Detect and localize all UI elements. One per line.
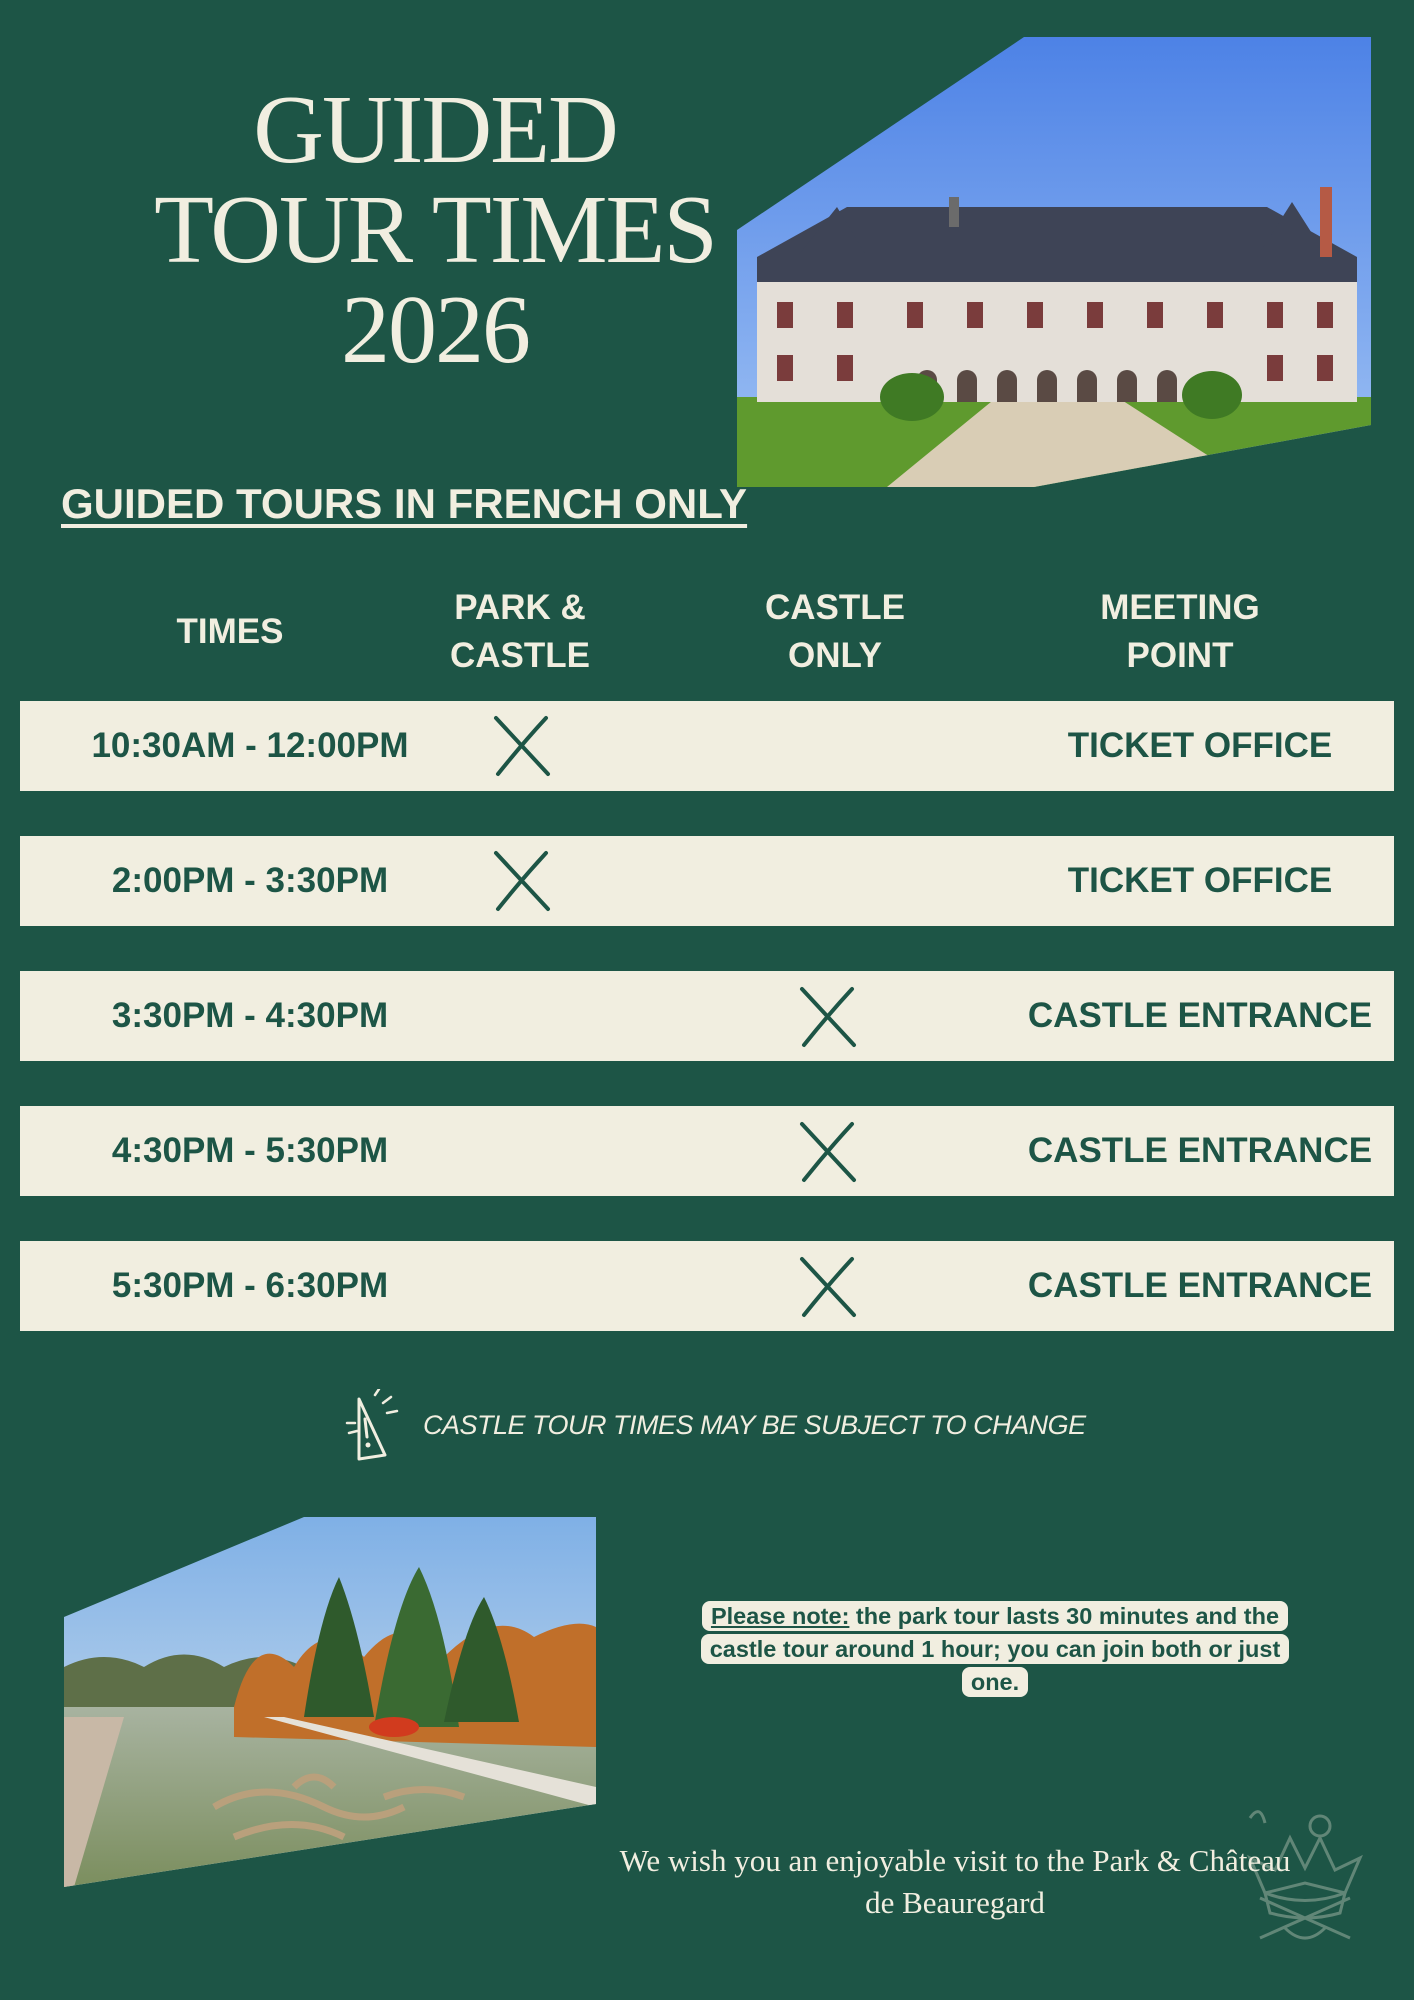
warning-icon xyxy=(345,1389,411,1461)
table-row xyxy=(20,971,1394,1061)
table-row xyxy=(20,1241,1394,1331)
note-label: Please note: xyxy=(710,1603,850,1629)
row-meeting-point: TICKET OFFICE xyxy=(1067,726,1333,765)
row-time: 2:00PM - 3:30PM xyxy=(111,861,389,900)
garden-photo xyxy=(64,1517,596,1887)
section-subtitle: GUIDED TOURS IN FRENCH ONLY xyxy=(61,480,748,527)
x-mark-icon xyxy=(796,1120,860,1184)
title-line: TOUR TIMES xyxy=(154,176,716,284)
column-header-label: PARK & xyxy=(454,588,586,627)
title-line: GUIDED xyxy=(253,76,617,184)
table-row xyxy=(20,701,1394,791)
column-header-label: CASTLE xyxy=(450,636,590,675)
row-meeting-point: CASTLE ENTRANCE xyxy=(1027,1131,1373,1170)
column-header-times xyxy=(150,608,310,656)
farewell-line: de Beauregard xyxy=(865,1885,1045,1920)
column-header-label: MEETING xyxy=(1100,588,1260,627)
column-header-park-castle xyxy=(410,584,630,680)
table-row xyxy=(20,836,1394,926)
note-text: the park tour lasts 30 minutes and the castle tour around 1 hour; you can join both or just one. xyxy=(709,1603,1281,1695)
schedule-notice xyxy=(345,1388,1086,1462)
duration-note xyxy=(690,1600,1300,1699)
x-mark-icon xyxy=(796,985,860,1049)
title-line: 2026 xyxy=(341,276,529,384)
castle-photo xyxy=(737,37,1371,487)
note-highlight xyxy=(701,1601,1290,1697)
farewell-message xyxy=(540,1840,1370,1924)
column-header-meeting-point xyxy=(1060,584,1300,680)
column-header-label: TIMES xyxy=(176,612,284,651)
x-mark-icon xyxy=(490,714,554,778)
farewell-line: We wish you an enjoyable visit to the Park & Château xyxy=(619,1843,1291,1878)
page-title xyxy=(110,76,760,384)
x-mark-icon xyxy=(796,1255,860,1319)
column-header-label: POINT xyxy=(1126,636,1234,675)
column-header-label: ONLY xyxy=(787,636,882,675)
row-time: 5:30PM - 6:30PM xyxy=(111,1266,389,1305)
row-meeting-point: CASTLE ENTRANCE xyxy=(1027,996,1373,1035)
table-row xyxy=(20,1106,1394,1196)
x-mark-icon xyxy=(490,849,554,913)
notice-text: CASTLE TOUR TIMES MAY BE SUBJECT TO CHANGE xyxy=(423,1409,1086,1440)
row-meeting-point: TICKET OFFICE xyxy=(1067,861,1333,900)
column-header-castle-only xyxy=(725,584,945,680)
column-header-label: CASTLE xyxy=(765,588,905,627)
row-time: 10:30AM - 12:00PM xyxy=(91,726,409,765)
row-time: 4:30PM - 5:30PM xyxy=(111,1131,389,1170)
row-meeting-point: CASTLE ENTRANCE xyxy=(1027,1266,1373,1305)
row-time: 3:30PM - 4:30PM xyxy=(111,996,389,1035)
